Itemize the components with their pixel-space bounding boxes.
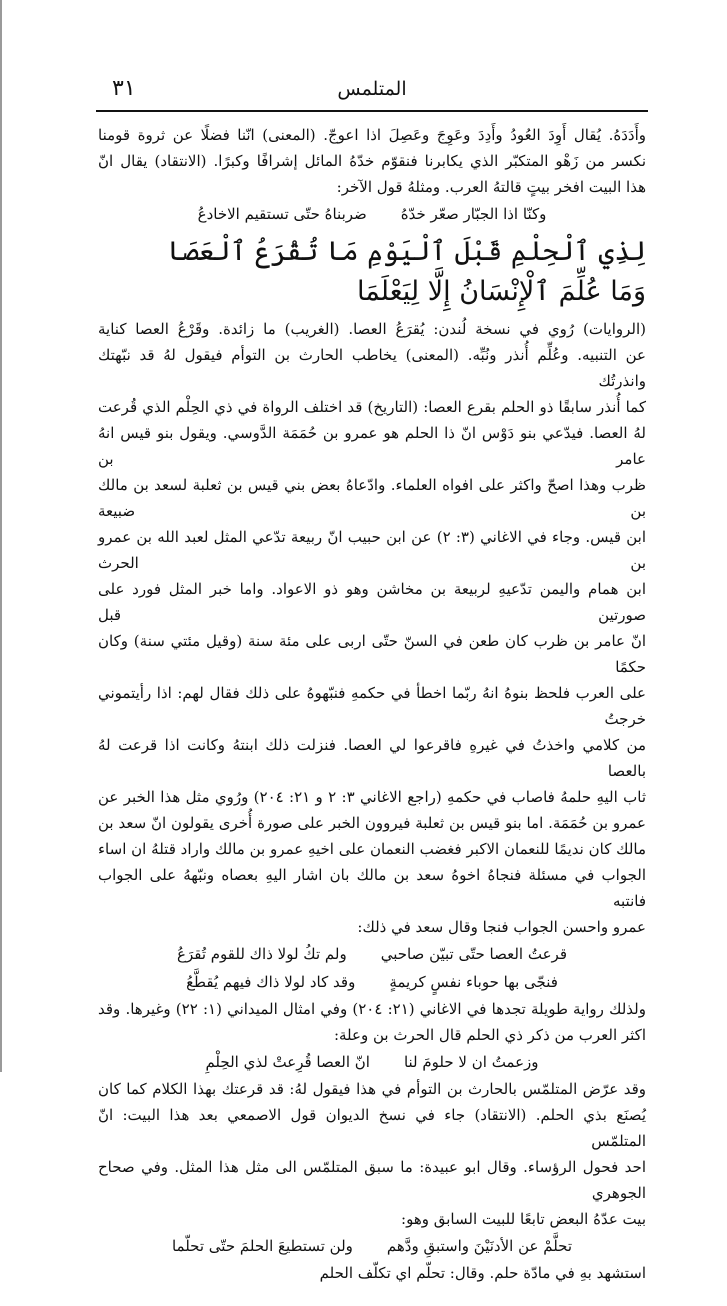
commentary-line: عن التنبيه. وعُلِّم أُنذر ونُبِّه. (المعنى) يخاطب الحارث بن التوأم فيقول لهُ قد نبّهتك وانذرتُك bbox=[98, 346, 646, 390]
header-rule bbox=[96, 110, 648, 112]
hemistich: قرعتُ العصا حتّى تبيّن صاحبي bbox=[380, 945, 567, 963]
commentary-line: احد فحول الرؤساء. وقال ابو عبيدة: ما سبق المتلمّس الى مثل هذا المثل. وفي صحاح الجوهري bbox=[98, 1158, 646, 1202]
hemistich: وقد كاد لولا ذاك فيهم يُقطَّعُ bbox=[186, 973, 356, 991]
text-line: هذا البيت افخر بيتٍ قالتهُ العرب. ومثلهُ قول الآخر: bbox=[336, 178, 646, 196]
commentary-line: ظرب وهذا اصحّ واكثر على افواه العلماء. وادّعاهُ بعض بني قيس بن ثعلبة لسعد بن مالك بن ضبيعة bbox=[98, 476, 646, 520]
page-number: ٣١ bbox=[112, 76, 136, 101]
commentary-line: ولذلك رواية طويلة تجدها في الاغاني (٢١: ٢٠٤) وفي امثال الميداني (١: ٢٢) وغيرها. وقد bbox=[98, 1000, 646, 1018]
commentary-line: يُصنَع بذي الحلم. (الانتقاد) جاء في نسخ الديوان قول الاصمعي بعد هذا البيت: انّ المتلمّس bbox=[98, 1106, 646, 1150]
commentary-line: (الروايات) رُوي في نسخة لُندن: يُقرَعُ العصا. (الغريب) ما زائدة. وقَرْعُ العصا كناية bbox=[98, 320, 646, 338]
main-verse bbox=[98, 232, 646, 312]
commentary-line: بيت عدّهُ البعض تابعًا للبيت السابق وهو: bbox=[401, 1210, 646, 1228]
verse-quote bbox=[98, 940, 646, 968]
commentary-line: على العرب فلحظ بنوهُ انهُ ربّما اخطأ في حكمهِ فنبّهوهُ على ذلك فقال لهم: اذا رأيتموني خرجتُ bbox=[98, 684, 646, 728]
commentary-line: وقد عرّض المتلمّس بالحارث بن التوأم في هذا فيقول لهُ: قد قرعتك بهذا الكلام كما كان bbox=[98, 1080, 646, 1098]
page-edge bbox=[0, 0, 2, 1072]
commentary-line: استشهد بهِ في مادّة حلم. وقال: تحلّم اي تكلّف الحلم bbox=[319, 1264, 646, 1282]
commentary-line: ثاب اليهِ حلمهُ فاصاب في حكمهِ (راجع الاغاني ٣: ٢ و ٢١: ٢٠٤) ورُوي مثل هذا الخبر عن bbox=[98, 788, 647, 806]
verse-quote bbox=[98, 200, 646, 228]
commentary-line: ابن همام واليمن تدّعيهِ لربيعة بن مخاشن وهو ذو الاعواد. واما خبر المثل فورد على صورتين قبل bbox=[98, 580, 646, 624]
commentary-line: من كلامي واخذتُ في غيرهِ فاقرعوا لي العصا. فنزلت ذلك ابنتهُ وكانت اذا قرعت لهُ بالعصا bbox=[98, 736, 646, 780]
commentary-line: اكثر العرب من ذكر ذي الحلم قال الحرث بن وعلة: bbox=[333, 1026, 646, 1044]
text-line: نكسر من زَهْو المتكبّر الذي يكابرنا فنقوّم خدّهُ المائل إشرافًا وكبرًا. (الانتقاد) يقال انّ bbox=[98, 152, 646, 170]
commentary-line: الجواب في مسئلة فنجاهُ اخوهُ سعد بن مالك بان اشار اليهِ بعصاه ونبّههُ على الجواب فانتبه bbox=[98, 866, 646, 910]
running-header bbox=[98, 74, 646, 104]
commentary-line: مالك كان نديمًا للنعمان الاكبر فغضب النعمان على اخيهِ عمرو بن مالك واراد قتلهُ ان اساء bbox=[98, 840, 646, 858]
text-line: وأَدَدَهُ. يُقال أَوِدَ العُودُ وأَدِدَ وعَوِجَ وعَصِلَ اذا اعوجّ. (المعنى) انّنا فضلًا عن ثروة قومنا bbox=[98, 126, 646, 144]
commentary-line: عمرو بن حُمَمَة. اما بنو قيس بن ثعلبة فيروون الخبر على صورة أُخرى يقولون انّ سعد بن bbox=[98, 814, 646, 832]
hemistich: فنجّى بها حوباء نفسٍ كريمةٍ bbox=[389, 973, 558, 991]
page-body bbox=[98, 122, 646, 1306]
commentary-line: كما أُنذر سابقًا ذو الحلم بقرع العصا: (التاريخ) قد اختلف الرواة في ذي الحِلْم الذي قُرعت bbox=[98, 398, 646, 416]
commentary-line: عمرو واحسن الجواب فنجا وقال سعد في ذلك: bbox=[357, 918, 646, 936]
hemistich: ولم تكُ لولا ذاك للقوم تُقرَعُ bbox=[177, 945, 347, 963]
hemistich: انّ العصا قُرِعتْ لذي الحِلْمِ bbox=[205, 1053, 370, 1071]
running-title: المتلمس bbox=[337, 78, 407, 100]
hemistich: وزعمتُ ان لا حلومَ لنا bbox=[403, 1053, 539, 1071]
hemistich: ضربناهُ حتّى تستقيم الاخادعُ bbox=[197, 205, 367, 223]
verse-quote bbox=[98, 1232, 646, 1260]
hemistich: وكنّا اذا الجبّار صعّر خدّهُ bbox=[400, 205, 547, 223]
commentary-line: ابن قيس. وجاء في الاغاني (٣: ٢) عن ابن حبيب انّ ربيعة تدّعي المثل لعبد الله بن عمرو بن الحرث bbox=[98, 528, 647, 572]
hemistich: ولن تستطيعَ الحلمَ حتّى تحلّما bbox=[171, 1237, 353, 1255]
hemistich: لِذِي ٱلْحِلْمِ قَبْلَ ٱلْيَوْمِ مَا تُقْرَعُ ٱلْعَصَا bbox=[167, 236, 646, 267]
commentary-line: لهُ العصا. فيدّعي بنو دَوْس انّ ذا الحلم هو عمرو بن حُمَمَة الدَّوسي. ويقول بنو قيس انهُ عامر بن bbox=[98, 424, 646, 468]
verse-quote bbox=[98, 968, 646, 996]
hemistich: وَمَا عُلِّمَ ٱلْإِنْسَانُ إِلَّا لِيَعْلَمَا bbox=[356, 276, 646, 307]
hemistich: تحلَّمْ عن الأدنَيْنَ واستبقِ ودَّهم bbox=[386, 1237, 573, 1255]
commentary-line: انّ عامر بن ظرب كان طعن في السنّ حتّى اربى على مئة سنة (وقيل مئتي سنة) وكان حكمًا bbox=[98, 632, 646, 676]
